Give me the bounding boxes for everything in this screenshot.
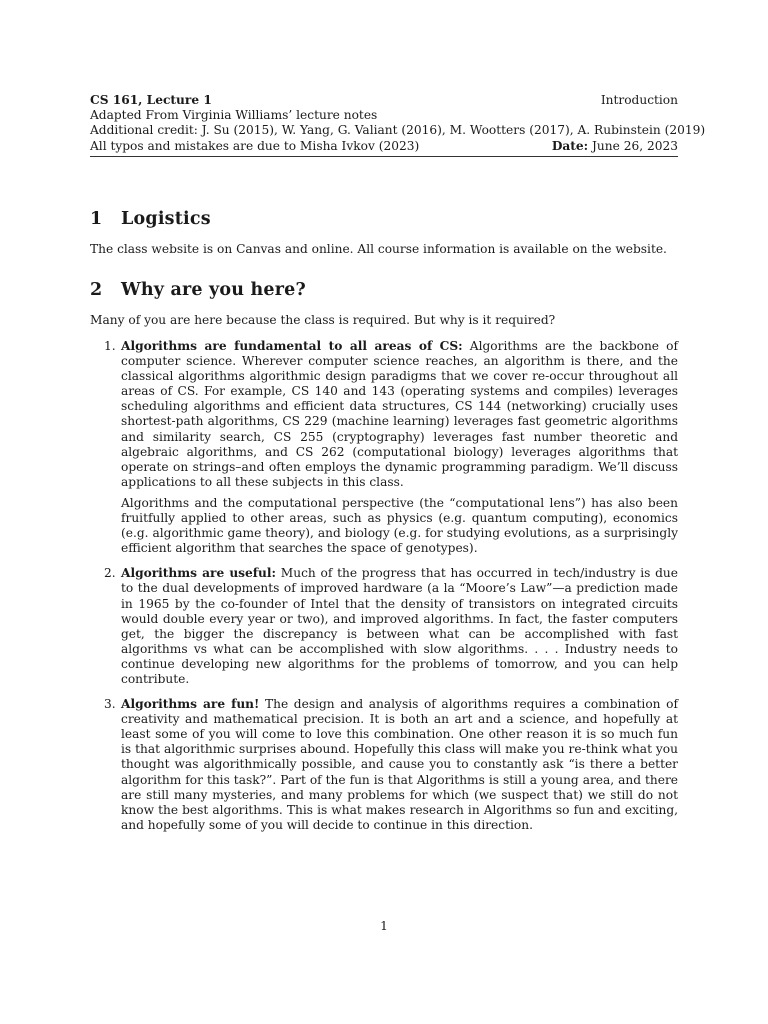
adapted-from: Adapted From Virginia Williams’ lecture notes [90, 108, 378, 123]
date-value: June 26, 2023 [592, 138, 678, 153]
page-number: 1 [380, 919, 388, 933]
item-number: 2. [104, 566, 116, 581]
item-text: The design and analysis of algorithms requires a combination of creativity and mathematical precision. It is both an art and a science, and hopefully at least some of you will come to love this combination. One other reason it is so much fun is that algorithmic surprises abound. Hopefully this class will make you re-think what you thought was algorithmically possible, and cause you to constantly ask “is there a better algorithm for this task?”. Part of the fun is that Algorithms is still a young area, and there are still many mysteries, and many problems for which (we suspect that) we still do not know the best algorithms. This is what makes research in Algorithms so fun and exciting, and hopefully some of you will decide to continue in this direction. [121, 697, 678, 832]
item-paragraph [121, 339, 678, 490]
section-heading-why [90, 280, 306, 300]
header-row-1 [90, 93, 678, 108]
header-row-2 [90, 108, 678, 123]
list-item [90, 339, 678, 556]
item-text: Much of the progress that has occurred in tech/industry is due to the dual developments of improved hardware (a la “Moore’s Law”—a prediction made in 1965 by the co-founder of Intel that the density of transistors on integrated circuits would double every year or two), and improved algorithms. In fact, the faster computers get, the bigger the discrepancy is between what can be accomplished with fast algorithms vs what can be accomplished with slow algorithms. . . . Industry needs to continue developing new algorithms for the problems of tomorrow, and you can help contribute. [121, 566, 678, 686]
section-heading-logistics [90, 209, 211, 229]
item-number: 1. [104, 339, 116, 353]
item-lead: Algorithms are useful: [121, 566, 277, 581]
section-number: 1 [90, 209, 103, 229]
item-text: Algorithms are the backbone of computer science. Wherever computer science reaches, an algorithm is there, and the classical algorithms algorithmic design paradigms that we cover re-occur throughout all areas of CS. For example, CS 140 and 143 (operating systems and compiles) leverages scheduling algorithms and efficient data structures, CS 144 (networking) crucially uses shortest-path algorithms, CS 229 (machine learning) leverages fast geometric algorithms and similarity search, CS 255 (cryptography) leverages fast number theoretic and algebraic algorithms, and CS 262 (computational biology) leverages algorithms that operate on strings–and often employs the dynamic programming paradigm. We’ll discuss applications to all these subjects in this class. [121, 339, 678, 489]
section-number: 2 [90, 280, 103, 300]
course-title: CS 161, Lecture 1 [90, 93, 212, 107]
reasons-list [90, 339, 678, 843]
header-rule [90, 156, 678, 157]
list-item [90, 697, 678, 833]
item-paragraph [121, 697, 678, 833]
section-title: Why are you here? [121, 280, 306, 300]
why-intro-paragraph: Many of you are here because the class is required. But why is it required? [90, 313, 556, 327]
item-extra-paragraph: Algorithms and the computational perspective (the “computational lens”) has also been fruitfully applied to other areas, such as physics (e.g. quantum computing), economics (e.g. algorithmic game theory), and biology (e.g. for studying evolutions, as a surprisingly efficient algorithm that searches the space of genotypes). [121, 495, 678, 556]
item-paragraph [121, 566, 678, 687]
lecture-topic: Introduction [600, 93, 678, 107]
section-title: Logistics [121, 209, 211, 229]
typos-note: All typos and mistakes are due to Misha Ivkov (2023) [90, 138, 420, 153]
header-row-4 [90, 139, 678, 154]
list-item [90, 566, 678, 687]
item-lead: Algorithms are fundamental to all areas of CS: [121, 339, 463, 353]
item-lead: Algorithms are fun! [121, 697, 260, 712]
lecture-header [90, 93, 706, 154]
item-number: 3. [104, 697, 116, 712]
additional-credit: Additional credit: J. Su (2015), W. Yang, G. Valiant (2016), M. Wootters (2017), A. Rubinstein (2019) [90, 123, 706, 138]
logistics-paragraph: The class website is on Canvas and online. All course information is available on the website. [90, 242, 667, 256]
date-line [552, 139, 678, 154]
date-label: Date: [551, 138, 589, 153]
header-row-3 [90, 123, 706, 138]
